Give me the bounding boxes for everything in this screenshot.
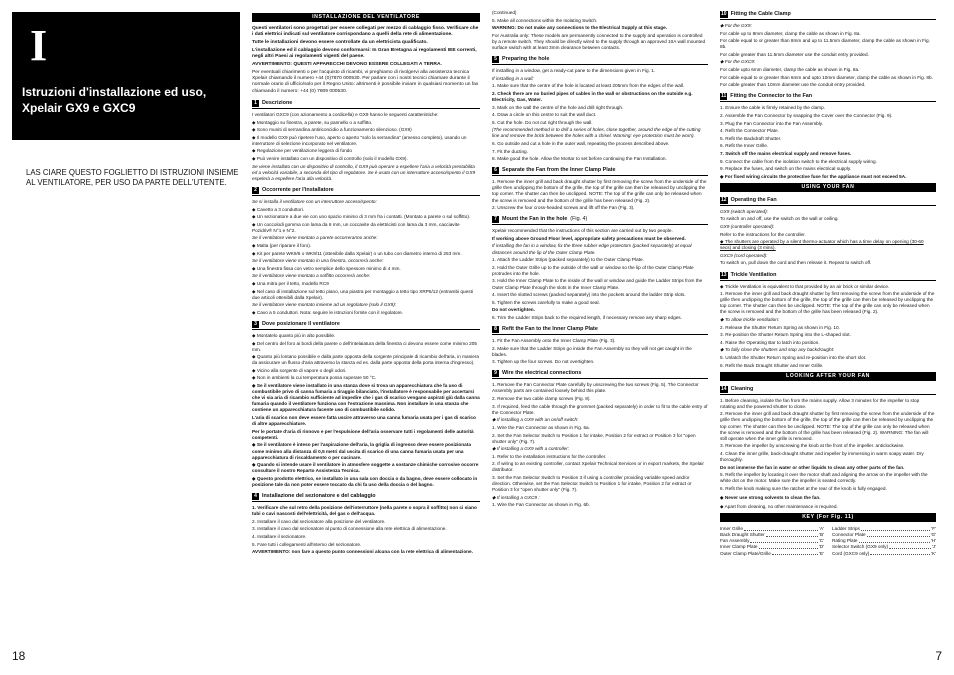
- text-line: ◆ Apart from cleaning, no other maintenance is required.: [720, 504, 838, 510]
- text-line: 2. Assemble the Fan Connector by snapping the Cover over the Connector (Fig. 9).: [720, 112, 893, 118]
- it-intro-p: Tutte le installazioni devono essere controllate da un elettricista qualificato.: [252, 40, 428, 46]
- section-title: Trickle Ventilation: [730, 271, 777, 278]
- key-code: 'C': [818, 538, 824, 544]
- text-line: 1. Wire the Fan Connector as shown in Fig. 6a.: [492, 424, 590, 430]
- text-line: 1. Ensure the cable is firmly retained by the clamp.: [720, 105, 825, 111]
- text-line: ◆ Quanto più lontano possibile e dalla parte opposta della sorgente principale di ricambio dell'aria, in maniera da assicurare un flusso d'aria attraverso la stanza ed es. dalla parte opposta della porta interna d'ingresso).: [252, 354, 480, 366]
- text-line: 1. Verificare che sul retro della posizione dell'interruttore (nella parete o sopra il soffitto) non ci siano tubi o cavi nascosti dell'elettricità, del gas o dell'acqua.: [252, 505, 477, 517]
- text-line: To switch on, pull down the cord and then release it. Repeat to switch off.: [720, 260, 872, 266]
- key-table: [720, 526, 936, 556]
- section-number: 11: [721, 93, 727, 100]
- section-number: 2: [252, 187, 259, 194]
- language-letter: I: [30, 21, 48, 70]
- using-your-fan-bar: USING YOUR FAN: [720, 183, 936, 192]
- text-line: ◆ Un sezionatore a due vie con uno spazio minimo di 3 mm fra i contatti. (Montato a parete o sul soffitto).: [252, 214, 471, 220]
- section-title: Separate the Fan from the Inner Clamp Plate: [502, 167, 616, 174]
- text-line: 2. Set the Fan Selector Switch to Position 1 for intake, Position 2 for extract or Position 3 for "open shutter only" (Fig. 7).: [492, 432, 696, 444]
- text-line: ◆ The shutters are operated by a silent thermo-actuator which has a time delay on opening (30-60 secs) and closing (3 mins).: [720, 239, 924, 251]
- key-name: Selector Switch (GX9 only): [832, 544, 889, 550]
- text-line: For Australia only: These models are permanently connected to the supply and operation is controlled by a remote switch. They should be directly wired to the supply through an approved 10A wall mounted surface switch with at least 3mm clearance between contacts.: [492, 32, 706, 50]
- text-line: 2. Check there are no buried pipes of cables in the wall or obstructions on the outside e.g. Electricity, Gas, Water.: [492, 90, 693, 102]
- text-line: ◆ Never use strong solvents to clean the fan.: [720, 494, 821, 500]
- en-section-14-heading: [720, 385, 936, 395]
- text-line: 3. If required, feed the cable through the grommet (packed separately) in order to fit to the cable entry of the Connector Plate.: [492, 403, 708, 415]
- text-line: 5. Refit the impeller by locating it over the motor shaft and aligning the arrow on the impeller with the white dot on the motor. Make sure the impeller is seated correctly.: [720, 472, 928, 484]
- text-line: ◆ To allow trickle ventilation:: [720, 317, 780, 322]
- en-section-9-heading: [492, 369, 708, 379]
- section-title: Descrizione: [262, 99, 293, 106]
- text-line: I ventilatori GXC9 (con azionamento a cordicella) e GX9 hanno le seguenti caratteristiche:: [252, 111, 439, 117]
- it-section-1-body: [252, 112, 480, 182]
- section-title: Refit the Fan to the Inner Clamp Plate: [502, 325, 598, 332]
- text-line: 2. If wiring to an existing controller, contact Xpelair Technical Services or in export markets, the Xpelair distributor.: [492, 461, 704, 473]
- page-number-right: 7: [935, 649, 942, 663]
- text-line: GXC9 (cord operated):: [720, 252, 768, 258]
- text-line: 4. Installare il sezionatore.: [252, 533, 307, 539]
- key-row: [832, 551, 936, 557]
- section-number: 4: [252, 493, 259, 500]
- text-line: For cable up to 8mm diameter, clamp the cable as shown in Fig. 8a.: [720, 30, 861, 36]
- text-line: 5. Cut the hole. Do not cut right through the wall.: [492, 119, 593, 125]
- section-title: Fitting the Connector to the Fan: [730, 93, 813, 100]
- text-line: 2. Hold the Outer Grille up to the outside of the wall or window so the lip of the Outer Clamp Plate protrudes into the hole.: [492, 264, 694, 276]
- it-header-bar: INSTALLAZIONE DEL VENTILATORE: [252, 13, 480, 22]
- text-line: For cable equal to or greater than 6mm and upto 10mm diameter, clamp the cable as shown in Fig. 8b.: [720, 74, 933, 80]
- text-line: 3. Re-position the Shutter Return Spring into the L-shaped slot.: [720, 332, 851, 338]
- section-title: Mount the Fan in the hole: [502, 216, 568, 223]
- text-line: 1. Refer to the installation instructions for the controller.: [492, 453, 607, 459]
- text-line: Refer to the instructions for the controller.: [720, 231, 806, 237]
- text-line: 1. Remove the inner grill and back draught shutter by first removing the screw from the underside of the grille then unclipping the bottom of the grille, the top of the grille can then be released by unclipping the top corner. The shutter can then be unclipped. NOTE: The top of the grille can only be released when the screw is removed and the bottom of the grille has been released (Fig. 2).: [720, 291, 935, 315]
- text-line: If installing in a wall:: [492, 75, 534, 81]
- looking-after-bar: LOOKING AFTER YOUR FAN: [720, 372, 936, 381]
- text-line: 5. Make all connections within the Isolating Switch.: [492, 17, 598, 23]
- en-section-12-body: [720, 209, 936, 267]
- text-line: ◆ Vicino alla sorgente di vapore o degli odori.: [252, 367, 347, 373]
- section-title: Preparing the hole: [502, 56, 550, 63]
- text-line: 5. Refit the Backdraft Shutter.: [720, 135, 782, 141]
- text-line: (The recommended method is to drill a series of holes, close together, around the edge of the cutting line and remove the brick between the holes with a chisel. Warning: eye protection must be worn).: [492, 127, 701, 139]
- text-line: ◆ Una mitra per il tetto, modello RC9: [252, 280, 329, 286]
- key-name: Inner Clamp Plate: [720, 544, 758, 550]
- section-title: Fitting the Cable Clamp: [730, 11, 791, 17]
- text-line: ◆ For fixed wiring circuits the protective fuse for the appliance must not exceed 5A.: [720, 173, 907, 179]
- key-name: Connector Plate: [832, 532, 866, 538]
- text-line: 4. Raise the Operating Bar to latch into position.: [720, 339, 820, 345]
- key-code: 'J': [931, 544, 936, 550]
- text-line: 1. Remove the inner grill and back draught shutter by first removing the screw from the underside of the grille then unclipping the bottom of the grille, the top of the grille can then be released by unclipping the top corner. The shutter can then be unclipped. NOTE: The top of the grille can only be released when the screw is removed and the bottom of the grille has been released (Fig. 2).: [492, 179, 707, 203]
- key-name: Rating Plate: [832, 538, 858, 544]
- key-code: 'E': [819, 550, 824, 556]
- it-intro-p: AVVERTIMENTO: QUESTI APPARECCHI DEVONO ESSERE COLLEGATI A TERRA.: [252, 61, 442, 67]
- continued-label: (Continued): [492, 10, 517, 15]
- text-line: ◆ Montaggio su finestra, a parete, su pannello o a soffitto.: [252, 119, 373, 125]
- text-line: 7. Switch off the mains electrical supply and remove fuses.: [720, 150, 852, 156]
- text-line: ◆ Una finestra fissa con vetro semplice dello spessore minimo di 4 mm.: [252, 265, 401, 271]
- section-number: 13: [721, 271, 727, 278]
- en-section-7-heading: [492, 215, 708, 225]
- text-line: 3. Set the Fan Selector Switch to Position 3 if using a controller providing variable speed and/or direction. Otherwise, set the Fan Selector Switch to Position 1 for intake, Position 2 for extract or Position 3 for "open shutter only" (Fig. 7).: [492, 475, 692, 493]
- text-line: If installing in a window, get a ready-cut pane to the dimensions given in Fig. 1.: [492, 68, 656, 74]
- text-line: GX9 (switch operated):: [720, 208, 768, 214]
- text-line: Se si installa il ventilatore con un interruttore acceso/spento:: [252, 198, 377, 204]
- english-column-1: [492, 10, 708, 665]
- text-line: If installing the fan in a window, fix the three rubber edge protectors (packed separately) at equal distances around the lip of the Outer Clamp Plate.: [492, 243, 692, 255]
- text-line: AVVERTIMENTO: non fare a questo punto connessioni alcuna con la rete elettrica di alimentazione.: [252, 549, 473, 555]
- en-section-11-body: [720, 105, 936, 179]
- text-line: For cable upto 6mm diameter, clamp the cable as shown in Fig. 8a.: [720, 67, 860, 73]
- key-row: [720, 551, 824, 557]
- text-line: To switch on and off, use the switch on the wall or ceiling.: [720, 216, 839, 222]
- text-line: 3. Installare il cavo dal sezionatore al punto di connessione alla rete elettrica di alimentazione.: [252, 526, 447, 532]
- text-line: ◆ Il modello GX9 può ripetere l'uso, aperto o aperto "solo la serrandina" (amesso completo), usando un interruttore di selezione incorporato nel ventilatore.: [252, 134, 467, 146]
- text-line: Xpelair recommended that the instructions of this section are carried out by two people.: [492, 228, 673, 234]
- text-line: Se il ventilatore viene montato a parete occorreranno anche:: [252, 235, 378, 241]
- text-line: Do not overtighten.: [492, 307, 535, 313]
- it-section-2-heading: [252, 186, 480, 196]
- it-section-2-body: [252, 199, 480, 316]
- text-line: ◆ Può venire installato con un dispositivo di controllo (solo il modello GX9).: [252, 156, 408, 162]
- text-line: 3. Mark on the wall the centre of the hole and drill right through.: [492, 104, 624, 110]
- text-line: GX9 (controller operated):: [720, 223, 775, 229]
- text-line: 4. Draw a circle on this centre to suit the wall duct.: [492, 112, 597, 118]
- text-line: ◆ Del centro del foro ai bordi della parete o dell'intelaiatura della finestra ci devono essere come minimo 205 mm.: [252, 340, 477, 352]
- section-title: Installazione del sezionatore e del cablaggio: [262, 493, 376, 500]
- text-line: ◆ Quando si intende usare il ventilatore in atmosfere soggette a sostanze chimiche corrosive occorre consultare il nostro Reparto Assistenza Tecnica.: [252, 462, 479, 474]
- text-line: Se il ventilatore viene montato a soffitto occorrerà anche:: [252, 273, 371, 279]
- text-line: 2. Release the Shutter Return Spring as shown in Fig. 10.: [720, 324, 840, 330]
- text-line: 3. Hold the Inner Clamp Plate to the inside of the wall or window and guide the Ladder Strips from the Outer Clamp Plate through the slots in the Inner Clamp Plate.: [492, 278, 703, 290]
- en-section-8-body: [492, 338, 708, 365]
- cover-block: [12, 12, 240, 140]
- text-line: Se viene installato con un dispositivo di controllo, il GX9 può operare a espellere l'aria a velocità prestabilita ed a velocità variabile, a seconda del tipo di regolatore. Se è usato con un interruttore acceso/spento il GX9 espelerà a espellere l'aria alla velocità.: [252, 163, 476, 181]
- it-section-4-heading: [252, 492, 480, 502]
- it-intro-p: Questi ventilatori sono progettati per essere collegati per mezzo di cablaggio fisso. Verificare che i dati elettrici indicati sul ventilatore corrispondano a quelli della rete di alimentazione.: [252, 26, 479, 38]
- key-name: Outer Clamp Plate/Grille: [720, 550, 771, 556]
- text-line: ◆ For the GXC9:: [720, 59, 756, 65]
- section-number: 5: [492, 56, 499, 63]
- page-number-left: 18: [12, 649, 26, 663]
- text-line: Per le portate d'aria di rinnovo e per l'espulsione dell'aria osservare tutti i regolamenti delle autorità competenti.: [252, 428, 474, 440]
- text-line: 7. Fit the ducting.: [492, 148, 528, 154]
- text-line: 6. Refit the Back Draught Shutter and Inner Grille.: [720, 362, 824, 368]
- text-line: 2. Remove the two cable clamp screws (Fig. 8).: [492, 396, 591, 402]
- key-name: Fan Assembly: [720, 538, 750, 544]
- en-section-10-heading: [720, 10, 936, 20]
- text-line: 1. Make sure that the centre of the hole is located at least 205mm from the edges of the wall.: [492, 83, 685, 89]
- text-line: 1. Before cleaning, isolate the fan from the mains supply. Allow 3 minutes for the impeller to stop rotating and the powered shutter to close.: [720, 397, 920, 409]
- text-line: 5. Unlatch the Shutter Return Spring and re-position into the short slot.: [720, 354, 867, 360]
- figure-ref: (Fig. 4): [570, 216, 588, 223]
- text-line: ◆ Regolazione per ventilazione leggera di fondo: [252, 148, 353, 154]
- key-code: 'B': [819, 532, 824, 538]
- en-section-11-heading: [720, 92, 936, 102]
- key-code: 'G': [930, 532, 936, 538]
- text-line: ◆ If installing a GX9 with an on/off switch:: [492, 417, 579, 423]
- text-line: ◆ Trickle Ventilation is equivalent to that provided by an air brick or similar device.: [720, 283, 890, 289]
- text-line: 6. Refit the knob making sure the ratchet at the rear of the knob is fully engaged.: [720, 485, 887, 491]
- en-section-6-heading: [492, 166, 708, 176]
- key-code: 'F': [931, 526, 936, 532]
- text-line: 9. Replace the fuses, and switch on the mains electrical supply.: [720, 166, 852, 172]
- en-section-7-body: [492, 228, 708, 321]
- text-line: 6. Refit the Inner Grille.: [720, 143, 769, 149]
- en-section-5-heading: [492, 55, 708, 65]
- text-line: For cable equal to or greater than 8mm and up to 11.5mm diameter, clamp the cable as shown in Fig. 8b.: [720, 38, 930, 50]
- text-line: ◆ Montatelo quanto più in alto possibile.: [252, 332, 336, 338]
- en-section-13-heading: [720, 271, 936, 281]
- text-line: ◆ Se il ventilatore è inteso per l'aspirazione dell'aria, la griglia di ingresso deve essere posizionata come minimo alla distanza di 0,5 metri dal uscita di scarico di una canna fumaria usata per una apparecchiatura di riscaldamento o per cucinare.: [252, 442, 471, 460]
- key-code: 'H': [930, 538, 936, 544]
- text-line: 1. Remove the Fan Connector Plate carefully by unscrewing the two screws (Fig. 5). The Connector Assembly parts are contained loosely behind this plate.: [492, 382, 699, 394]
- text-line: 8. Connect the cable from the isolation switch to the electrical supply wiring.: [720, 158, 877, 164]
- section-number: 10: [721, 11, 727, 17]
- text-line: ◆ To fully close the shutters and stop any backdraught:: [720, 347, 835, 353]
- text-line: L'aria di scarico non deve essere fatta uscire attraverso una canna fumaria usata per i gas di scarico di altre apparecchiature.: [252, 415, 476, 427]
- section-number: 14: [721, 385, 727, 392]
- en-section-5-body: [492, 68, 708, 162]
- text-line: Do not immerse the fan in water or other liquids to clean any other parts of the fan.: [720, 464, 905, 470]
- it-section-4-body: [252, 505, 480, 555]
- key-name: Ladder Strips: [832, 526, 860, 532]
- text-line: 2. Installare il cavo dal sezionatore alla posizione del ventilatore.: [252, 518, 386, 524]
- it-section-3-heading: [252, 320, 480, 330]
- text-line: Se il ventilatore viene montato insieme ad un regolatore (solo il GX9):: [252, 302, 397, 308]
- cover-title: [22, 84, 206, 116]
- text-line: 5. Fare tutti i collegamenti all'interno del sezionatore.: [252, 541, 362, 547]
- section-number: 12: [721, 196, 727, 203]
- cover-title-line1: Istruzioni d'installazione ed uso,: [22, 85, 207, 99]
- text-line: 1. Attach the Ladder Strips (packed separately) to the Outer Clamp Plate.: [492, 257, 644, 263]
- text-line: ◆ If installing a GX9 with a controller:: [492, 446, 570, 452]
- text-line: 1. Wire the Fan Connector as shown in Fig. 6b.: [492, 502, 590, 508]
- text-line: ◆ Se il ventilatore viene installato in una stanza dove si trova un apparecchiatura che fa uso di combustibile privo di canna fumaria a tiraggio bilanciato, l'installatore è responsabile per accertarsi che vi sia aria di ricambio sufficiente ad impedire che i gas di scarico vengano aspirati giù dalla canna fumaria quando il ventilatore funziona con l'estrazione massima. Non installare in una stanza che contiene un apparecchiatura facente uso di combustibile solido.: [252, 383, 480, 413]
- section-title: Cleaning: [730, 385, 754, 392]
- text-line: 2. Make sure that the Ladder Strips go inside the Fan Assembly so they will not get caught in the blades.: [492, 345, 692, 357]
- text-line: 2. Unscrew the four cross-headed screws and lift off the Fan (Fig. 3).: [492, 205, 635, 211]
- en-section-10-body: [720, 23, 936, 88]
- it-intro-p: Per eventuali chiarimenti o per l'acquisto di ricambi, vi preghiamo di rivolgervi alla assistenza tecnica Xpelair chiamando il numero +44 (0)7870 000530. Per parlare con i nostri tecnici chiamare durante il normale orario di ufficio/solo per il Regno Unito: altrimenti è possibile inviare in qualsiasi momento un fax chiamando il numero: +44 (0) 7809 000530.: [252, 69, 479, 94]
- text-line: ◆ Nel caso di installazione sul tetto piano, una piastra per montaggio a tetto tipo XRP5/12 (entrambi questi due articoli ottenibili dalla Xpelair).: [252, 288, 473, 300]
- text-line: 6. Trim the Ladder Strips back to the required length, if necessary remove any sharp edges.: [492, 314, 682, 320]
- it-intro-p: L'installazione ed il cablaggio devono conformarsi: In Gran Bretagna ai regolamenti IEE correnti, negli altri Paesi ai regolamenti vigenti del paese.: [252, 47, 477, 60]
- text-line: 2. Remove the inner grill and back draught shutter by first removing the screw from the underside of the grille then unclipping the bottom of the grille, the top of the grille can then be released by unclipping the top corner. The shutter can then be unclipped. NOTE: The top of the grille can only be released when the screw is removed and the bottom of the grille has been released (Fig. 2). WARNING: The fan will still operate when the inner grille is removed.: [720, 411, 935, 441]
- key-code: 'K': [931, 550, 936, 556]
- text-line: 4. Clean the inner grille, back-draught shutter and impeller by immersing in warm soapy water. Dry thoroughly.: [720, 450, 924, 462]
- text-line: For cable greater than 11.5mm diameter use the conduit entry provided.: [720, 51, 869, 57]
- section-number: 9: [492, 370, 499, 377]
- text-line: ◆ If installing a GXC9 :: [492, 494, 540, 500]
- keep-instructions-note: LAS CIARE QUESTO FOGLIETTO DI ISTRUZIONI INSIEME AL VENTILATORE, PER USO DA PARTE DELL'UTENTE.: [26, 168, 239, 187]
- key-name: Inner Grille: [720, 526, 743, 532]
- text-line: 3. Plug the Fan Connector into the Fan Assembly.: [720, 120, 824, 126]
- text-line: ◆ For the GX9:: [720, 23, 752, 28]
- en-section-9-body: [492, 382, 708, 508]
- section-number: 1: [252, 100, 259, 107]
- text-line: Se il ventilatore viene montato in una finestra, occorrerà anche:: [252, 258, 384, 264]
- key-name: Cord (GXC9 only): [832, 550, 870, 556]
- text-line: 8. Make good the hole. Allow the Mortar to set before continuing the Fan Installation.: [492, 156, 667, 162]
- section-title: Dove posizionare il ventilatore: [262, 320, 340, 327]
- text-line: 6. Go outside and cut a hole in the outer wall, repeating the process described above.: [492, 141, 670, 146]
- it-section-3-body: [252, 333, 480, 488]
- key-code: 'A': [819, 526, 824, 532]
- text-line: 4. Insert the slotted screws (packed separately) into the pockets around the ladder Strip slots.: [492, 292, 686, 298]
- section-title: Occorrente per l'installatore: [262, 186, 334, 193]
- it-section-1-heading: [252, 99, 480, 109]
- section-title: Operating the Fan: [730, 196, 777, 203]
- text-line: 5. Tighten the screws carefully to make a good seal.: [492, 299, 600, 305]
- text-line: 4. Refit the Connector Plate.: [720, 128, 779, 134]
- text-line: ◆ Sono muniti di serrandina antiriconcidio a funzionamento silenzioso. (GX9): [252, 127, 412, 133]
- cover-title-line2: Xpelair GX9 e GXC9: [22, 101, 136, 115]
- text-line: ◆ Cavo a 5 conduttori. Nota: seguire le istruzioni fornite con il regolatore.: [252, 309, 404, 315]
- text-line: ◆ Non in ambienti la cui temperatura possa superare 50 °C.: [252, 375, 377, 381]
- section-number: 3: [252, 321, 259, 328]
- en-section-12-heading: [720, 196, 936, 206]
- text-line: 3. Tighten up the four screws. Do not overtighten.: [492, 359, 595, 365]
- key-code: 'D': [818, 544, 824, 550]
- section-number: 8: [492, 326, 499, 333]
- text-line: If working above Ground Floor level, appropriate safety precautions must be observed.: [492, 235, 686, 241]
- en-section-6-body: [492, 179, 708, 211]
- text-line: ◆ Cavetto a 3 conduttori.: [252, 206, 305, 212]
- text-line: For cable greater than 10mm diameter use the conduit entry provided.: [720, 82, 866, 88]
- text-line: ◆ Malta (per riparare il foro).: [252, 242, 312, 248]
- section-title: Wire the electrical connections: [502, 370, 582, 377]
- en-section-14-body: [720, 398, 936, 511]
- text-line: ◆ Kit per parete WK9/6 o WK9/11 (ottenibile dalla Xpelair) o un tubo con diametro interno di 253 mm.: [252, 250, 462, 256]
- italian-column: [252, 10, 480, 665]
- text-line: ◆ Un coccolodi gomma con lama da 6 mm, un coccavite da elettricisti con lama da 3 mm, cacciavite Pozidriv® N°1 e N°2.: [252, 221, 460, 233]
- en-section-8-heading: [492, 325, 708, 335]
- text-line: WARNING: Do not make any connections to the Electrical Supply at this stage.: [492, 25, 668, 31]
- text-line: 1. Fit the Fan Assembly onto the Inner Clamp Plate (Fig. 3).: [492, 337, 616, 343]
- key-bar: KEY (For Fig. 11): [720, 513, 936, 522]
- text-line: 3. Remove the impeller by unscrewing the knob at the front of the impeller. anticlockwise.: [720, 443, 905, 449]
- en-section-13-body: [720, 284, 936, 369]
- it-intro: [252, 26, 480, 95]
- section-number: 6: [492, 167, 499, 174]
- text-line: ◆ Questo prodotto elettrico, se installato in una sala con doccia o da bagno, deve essere collocato in posizione tale da non poter essere toccato da chi fa uso della doccia o del bagno.: [252, 475, 478, 487]
- english-column-2: [720, 10, 936, 665]
- section-number: 7: [492, 216, 499, 223]
- key-name: Back Draught Shutter: [720, 532, 765, 538]
